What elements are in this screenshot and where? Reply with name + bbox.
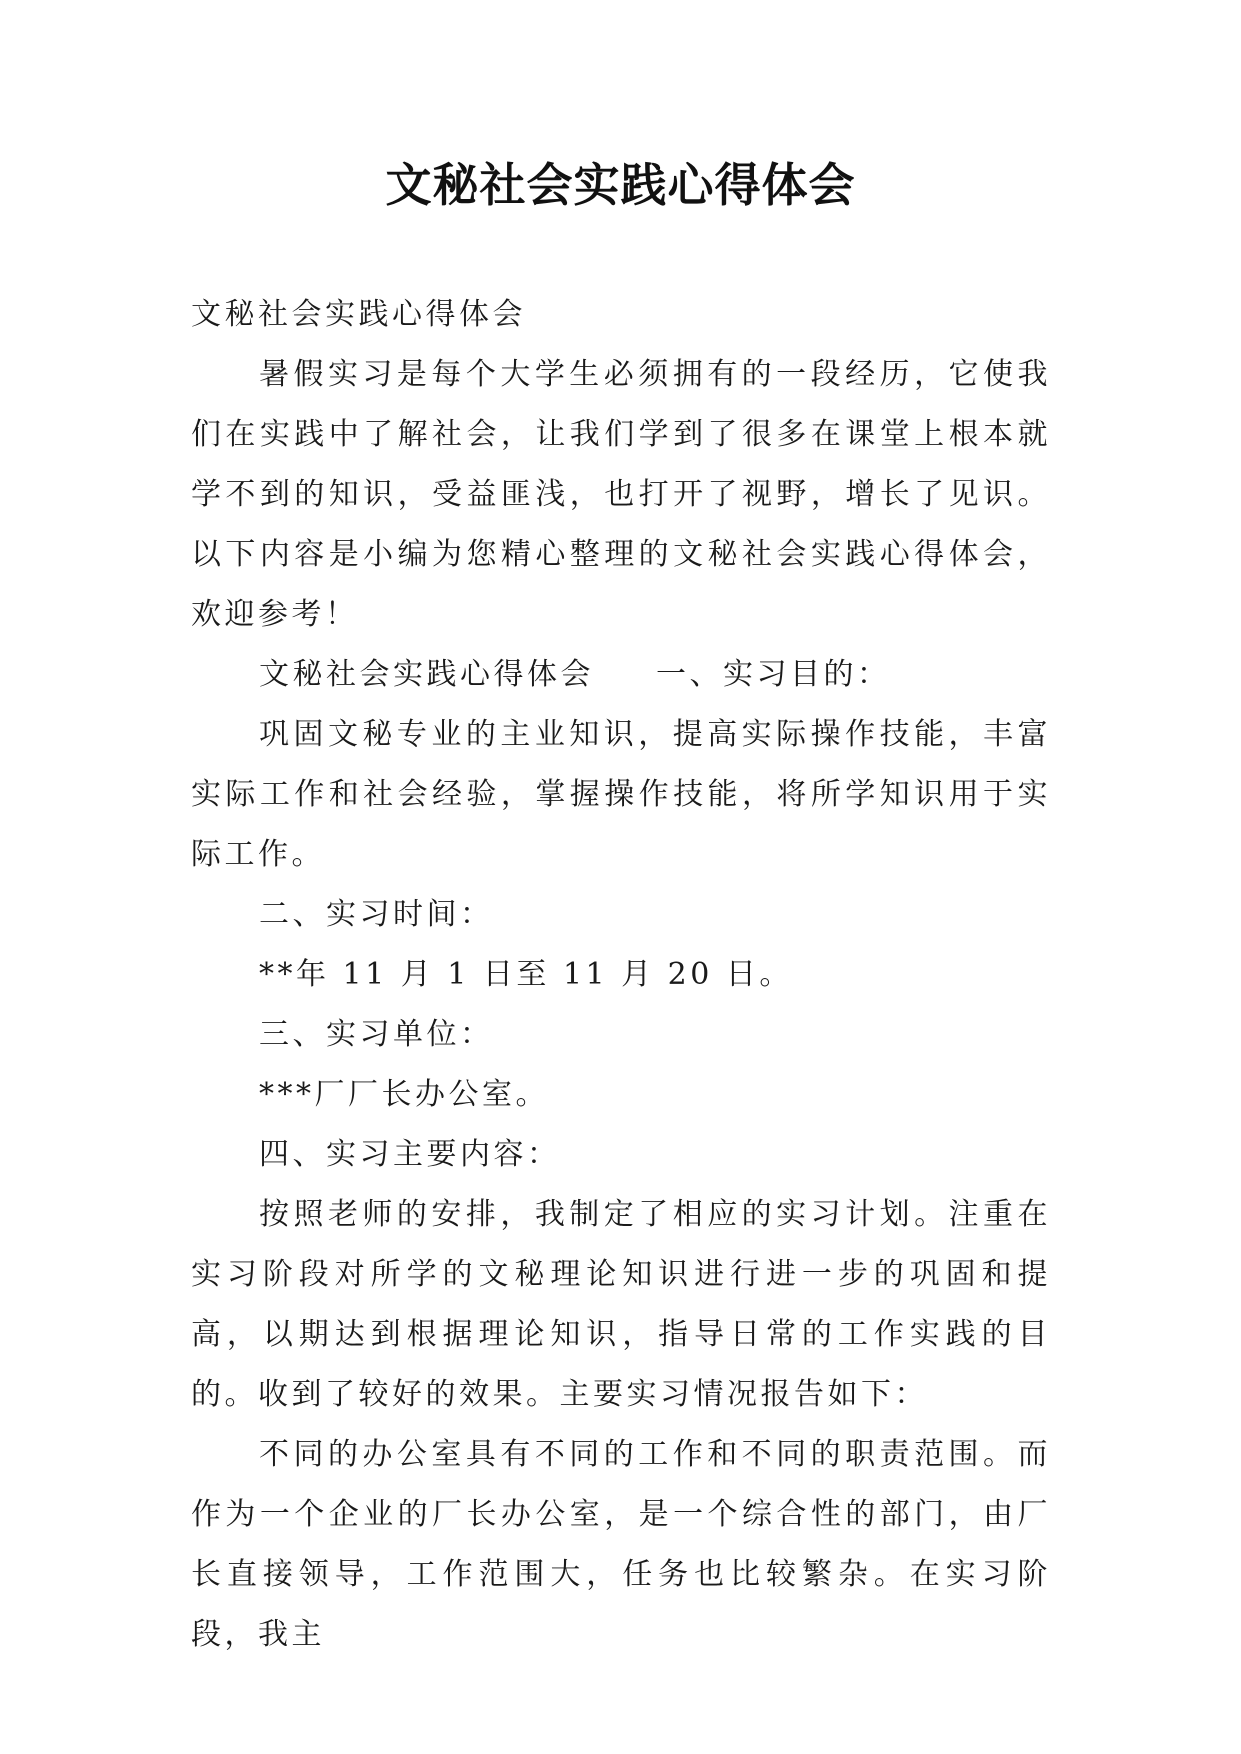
paragraph-office: 不同的办公室具有不同的工作和不同的职责范围。而作为一个企业的厂长办公室，是一个综合性的部门，由厂长直接领导，工作范围大，任务也比较繁杂。在实习阶段，我主 [191,1437,1051,1652]
section-heading-purpose: 一、实习目的： [656,657,891,692]
paragraph-subtitle: 文秘社会实践心得体会 [191,297,526,332]
paragraph-section-heading [191,645,1051,705]
paragraph-unit-heading: 三、实习单位： [259,1017,494,1052]
document-title: 文秘社会实践心得体会 [385,158,856,212]
paragraph-time-heading: 二、实习时间： [259,897,494,932]
paragraph-content: 按照老师的安排，我制定了相应的实习计划。注重在实习阶段对所学的文秘理论知识进行进一步的巩固和提高，以期达到根据理论知识，指导日常的工作实践的目的。收到了较好的效果。主要实习情况报告如下： [191,1197,1051,1412]
paragraph-time: **年 11 月 1 日至 11 月 20 日。 [259,957,793,992]
paragraph-intro: 暑假实习是每个大学生必须拥有的一段经历，它使我们在实践中了解社会，让我们学到了很多在课堂上根本就学不到的知识，受益匪浅，也打开了视野，增长了见识。以下内容是小编为您精心整理的文秘社会实践心得体会，欢迎参考！ [191,357,1051,632]
section-heading-title: 文秘社会实践心得体会 [259,657,594,692]
paragraph-purpose: 巩固文秘专业的主业知识，提高实际操作技能，丰富实际工作和社会经验，掌握操作技能，将所学知识用于实际工作。 [191,717,1051,872]
paragraph-unit: ***厂厂长办公室。 [259,1077,549,1112]
paragraph-content-heading: 四、实习主要内容： [259,1137,561,1172]
document-body [191,285,1051,1665]
